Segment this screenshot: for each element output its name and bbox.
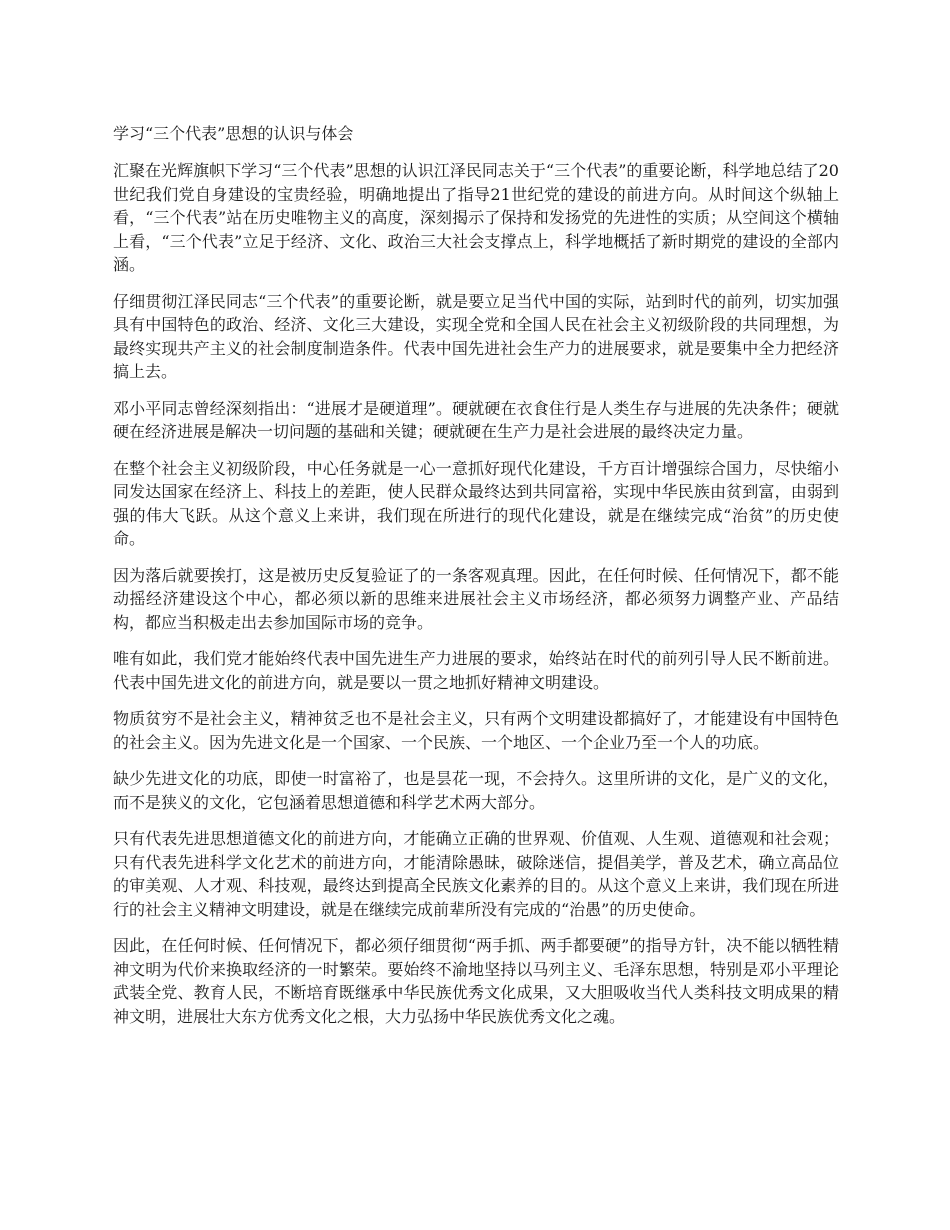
paragraph-5: 因为落后就要挨打，这是被历史反复验证了的一条客观真理。因此，在任何时候、任何情况下，都不能动摇经济建设这个中心，都必须以新的思维来进展社会主义市场经济，都必须努力调整产业、产品结构，都应当积极走出去参加国际市场的竞争。 xyxy=(113,565,839,632)
paragraph-10: 因此，在任何时候、任何情况下，都必须仔细贯彻“两手抓、两手都要硬”的指导方针，决不能以牺牲精神文明为代价来换取经济的一时繁荣。要始终不渝地坚持以马列主义、毛泽东思想，特别是邓小平理论武装全党、教育人民，不断培育既继承中华民族优秀文化成果，又大胆吸收当代人类科技文明成果的精神文明，进展壮大东方优秀文化之根，大力弘扬中华民族优秀文化之魂。 xyxy=(113,936,839,1026)
paragraph-1: 汇聚在光辉旗帜下学习“三个代表”思想的认识江泽民同志关于“三个代表”的重要论断，科学地总结了20世纪我们党自身建设的宝贵经验，明确地提出了指导21世纪党的建设的前进方向。从时间这个纵轴上看，“三个代表”站在历史唯物主义的高度，深刻揭示了保持和发扬党的先进性的实质；从空间这个横轴上看，“三个代表”立足于经济、文化、政治三大社会支撑点上，科学地概括了新时期党的建设的全部内涵。 xyxy=(113,161,839,274)
paragraph-7: 物质贫穷不是社会主义，精神贫乏也不是社会主义，只有两个文明建设都搞好了，才能建设有中国特色的社会主义。因为先进文化是一个国家、一个民族、一个地区、一个企业乃至一个人的功底。 xyxy=(113,709,839,752)
paragraph-9: 只有代表先进思想道德文化的前进方向，才能确立正确的世界观、价值观、人生观、道德观和社会观；只有代表先进科学文化艺术的前进方向，才能清除愚昧，破除迷信，提倡美学，普及艺术，确立高品位的审美观、人才观、科技观，最终达到提高全民族文化素养的目的。从这个意义上来讲，我们现在所进行的社会主义精神文明建设，就是在继续完成前辈所没有完成的“治愚”的历史使命。 xyxy=(113,829,839,919)
paragraph-8: 缺少先进文化的功底，即使一时富裕了，也是昙花一现，不会持久。这里所讲的文化，是广义的文化，而不是狭义的文化，它包涵着思想道德和科学艺术两大部分。 xyxy=(113,769,839,812)
document-title: 学习“三个代表”思想的认识与体会 xyxy=(113,124,354,143)
paragraph-6: 唯有如此，我们党才能始终代表中国先进生产力进展的要求，始终站在时代的前列引导人民不断前进。代表中国先进文化的前进方向，就是要以一贯之地抓好精神文明建设。 xyxy=(113,649,839,692)
paragraph-2: 仔细贯彻江泽民同志“三个代表”的重要论断，就是要立足当代中国的实际，站到时代的前列，切实加强具有中国特色的政治、经济、文化三大建设，实现全党和全国人民在社会主义初级阶段的共同理想，为最终实现共产主义的社会制度制造条件。代表中国先进社会生产力的进展要求，就是要集中全力把经济搞上去。 xyxy=(113,291,839,381)
document-page xyxy=(113,122,839,1041)
paragraph-4: 在整个社会主义初级阶段，中心任务就是一心一意抓好现代化建设，千方百计增强综合国力，尽快缩小同发达国家在经济上、科技上的差距，使人民群众最终达到共同富裕，实现中华民族由贫到富，由弱到强的伟大飞跃。从这个意义上来讲，我们现在所进行的现代化建设，就是在继续完成“治贫”的历史使命。 xyxy=(113,458,839,548)
paragraph-3: 邓小平同志曾经深刻指出：“进展才是硬道理”。硬就硬在衣食住行是人类生存与进展的先决条件；硬就硬在经济进展是解决一切问题的基础和关键；硬就硬在生产力是社会进展的最终决定力量。 xyxy=(113,398,839,441)
